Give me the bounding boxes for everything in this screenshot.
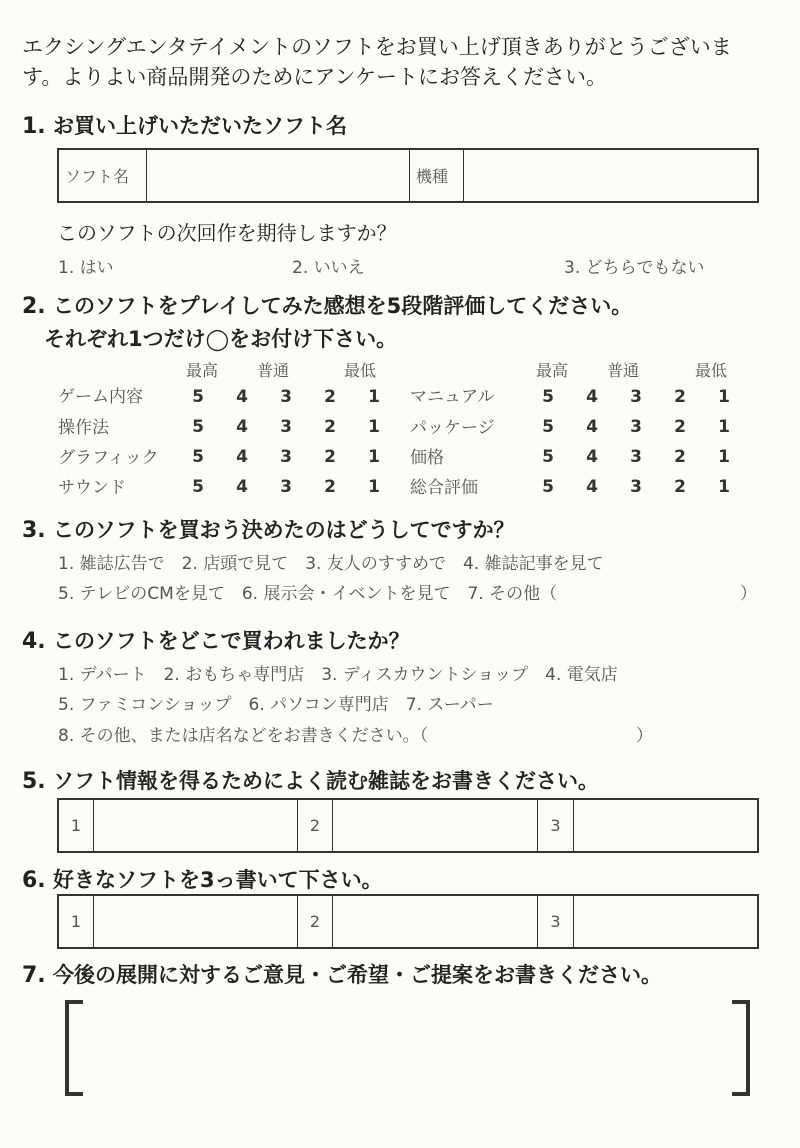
rating-1[interactable]: 1 xyxy=(368,447,380,467)
q6-title: 好きなソフトを3っ書いて下さい。 xyxy=(52,868,383,892)
left-bracket xyxy=(65,1000,83,1096)
rating-1[interactable]: 1 xyxy=(368,417,380,437)
q6-label-3: 3 xyxy=(538,896,574,947)
rating-grid-right xyxy=(538,382,734,502)
q6-field-1[interactable] xyxy=(94,896,298,947)
q3-heading xyxy=(22,514,515,544)
rating-2[interactable]: 2 xyxy=(674,447,686,467)
rating-row xyxy=(188,472,384,502)
q1-option-yes[interactable]: 1. はい xyxy=(58,258,114,278)
q5-field-2[interactable] xyxy=(333,800,538,851)
scale-mid-right: 普通 xyxy=(607,361,640,380)
q6-label-1: 1 xyxy=(59,896,94,947)
rating-label-price: 価格 xyxy=(410,448,444,468)
rating-row xyxy=(538,412,734,442)
rating-row xyxy=(188,382,384,412)
q4-options-line-1[interactable]: 1. デパート 2. おもちゃ専門店 3. ディスカウントショップ 4. 電気店 xyxy=(58,665,618,685)
software-name-label: ソフト名 xyxy=(59,150,147,201)
rating-5[interactable]: 5 xyxy=(192,477,204,497)
software-name-field[interactable] xyxy=(147,150,410,201)
q1-number: 1. xyxy=(22,114,46,139)
q5-title: ソフト情報を得るためによく読む雑誌をお書きください。 xyxy=(52,769,599,793)
rating-1[interactable]: 1 xyxy=(718,447,730,467)
rating-row xyxy=(538,382,734,412)
q2-title-line-2: それぞれ1つだけ◯をお付け下さい。 xyxy=(44,327,398,351)
q1-heading xyxy=(22,110,347,140)
intro-line-1: エクシングエンタテイメントのソフトをお買い上げ頂きありがとうございま xyxy=(22,35,732,59)
right-bracket xyxy=(732,1000,750,1096)
rating-3[interactable]: 3 xyxy=(280,387,292,407)
rating-3[interactable]: 3 xyxy=(280,477,292,497)
q7-title: 今後の展開に対するご意見・ご希望・ご提案をお書きください。 xyxy=(52,963,662,987)
q2-title: このソフトをプレイしてみた感想を5段階評価してください。 xyxy=(52,294,633,318)
rating-4[interactable]: 4 xyxy=(236,417,248,437)
q4-options-line-3[interactable]: 8. その他、または店名などをお書きください。（ xyxy=(58,726,429,746)
intro-line-2: す。よりよい商品開発のためにアンケートにお答えください。 xyxy=(22,65,608,89)
q3-title: このソフトを買おう決めたのはどうしてですか？ xyxy=(52,518,515,542)
q5-magazine-box xyxy=(57,798,759,853)
rating-1[interactable]: 1 xyxy=(368,477,380,497)
scale-mid-left: 普通 xyxy=(257,361,290,380)
rating-1[interactable]: 1 xyxy=(718,417,730,437)
q3-options-line-1[interactable]: 1. 雑誌広告で 2. 店頭で見て 3. 友人のすすめで 4. 雑誌記事を見て xyxy=(58,554,604,574)
q1-software-box xyxy=(57,148,759,203)
q4-number: 4. xyxy=(22,629,46,654)
scale-worst-left: 最低 xyxy=(344,361,377,380)
q5-label-3: 3 xyxy=(538,800,574,851)
rating-4[interactable]: 4 xyxy=(236,447,248,467)
q5-heading xyxy=(22,765,599,795)
q5-field-3[interactable] xyxy=(574,800,757,851)
rating-2[interactable]: 2 xyxy=(324,477,336,497)
rating-2[interactable]: 2 xyxy=(324,447,336,467)
rating-3[interactable]: 3 xyxy=(630,417,642,437)
rating-5[interactable]: 5 xyxy=(542,447,554,467)
rating-2[interactable]: 2 xyxy=(674,477,686,497)
rating-4[interactable]: 4 xyxy=(586,387,598,407)
q1-title: お買い上げいただいたソフト名 xyxy=(52,114,347,138)
rating-row xyxy=(188,442,384,472)
rating-label-sound: サウンド xyxy=(58,478,126,498)
rating-2[interactable]: 2 xyxy=(324,417,336,437)
rating-1[interactable]: 1 xyxy=(718,387,730,407)
rating-3[interactable]: 3 xyxy=(630,387,642,407)
q2-heading xyxy=(22,290,632,320)
q1-option-no[interactable]: 2. いいえ xyxy=(292,258,365,278)
rating-5[interactable]: 5 xyxy=(542,387,554,407)
scale-worst-right: 最低 xyxy=(695,361,728,380)
q1-option-neither[interactable]: 3. どちらでもない xyxy=(564,258,705,278)
rating-1[interactable]: 1 xyxy=(718,477,730,497)
q7-comment-area[interactable] xyxy=(65,1000,750,1096)
rating-label-controls: 操作法 xyxy=(58,418,109,438)
model-label: 機種 xyxy=(410,150,464,201)
rating-4[interactable]: 4 xyxy=(586,477,598,497)
rating-3[interactable]: 3 xyxy=(630,477,642,497)
q5-label-1: 1 xyxy=(59,800,94,851)
scale-best-right: 最高 xyxy=(536,361,569,380)
rating-5[interactable]: 5 xyxy=(192,447,204,467)
rating-2[interactable]: 2 xyxy=(324,387,336,407)
q6-field-3[interactable] xyxy=(574,896,757,947)
rating-grid-left xyxy=(188,382,384,502)
rating-row xyxy=(188,412,384,442)
q6-software-box xyxy=(57,894,759,949)
q7-heading xyxy=(22,959,662,989)
rating-3[interactable]: 3 xyxy=(280,447,292,467)
rating-label-graphics: グラフィック xyxy=(58,448,159,468)
rating-2[interactable]: 2 xyxy=(674,417,686,437)
q5-label-2: 2 xyxy=(298,800,333,851)
rating-row xyxy=(538,442,734,472)
q5-field-1[interactable] xyxy=(94,800,298,851)
q3-options-line-2[interactable]: 5. テレビのCMを見て 6. 展示会・イベントを見て 7. その他（ xyxy=(58,584,558,604)
rating-4[interactable]: 4 xyxy=(586,417,598,437)
rating-label-manual: マニュアル xyxy=(410,387,495,407)
rating-row xyxy=(538,472,734,502)
q6-label-2: 2 xyxy=(298,896,333,947)
q4-title: このソフトをどこで買われましたか？ xyxy=(52,629,410,653)
rating-label-package: パッケージ xyxy=(410,418,495,438)
q7-number: 7. xyxy=(22,963,46,988)
q6-heading xyxy=(22,864,383,894)
q4-options-line-2[interactable]: 5. ファミコンショップ 6. パソコン専門店 7. スーパー xyxy=(58,695,494,715)
rating-3[interactable]: 3 xyxy=(630,447,642,467)
model-field[interactable] xyxy=(464,150,757,201)
rating-4[interactable]: 4 xyxy=(236,387,248,407)
q6-number: 6. xyxy=(22,868,46,893)
rating-5[interactable]: 5 xyxy=(192,387,204,407)
rating-label-overall: 総合評価 xyxy=(410,478,478,498)
rating-1[interactable]: 1 xyxy=(368,387,380,407)
q6-field-2[interactable] xyxy=(333,896,538,947)
scale-best-left: 最高 xyxy=(186,361,219,380)
rating-5[interactable]: 5 xyxy=(542,417,554,437)
rating-2[interactable]: 2 xyxy=(674,387,686,407)
rating-4[interactable]: 4 xyxy=(586,447,598,467)
q4-heading xyxy=(22,625,410,655)
q1-sub-question: このソフトの次回作を期待しますか？ xyxy=(57,221,397,245)
rating-5[interactable]: 5 xyxy=(192,417,204,437)
rating-5[interactable]: 5 xyxy=(542,477,554,497)
rating-4[interactable]: 4 xyxy=(236,477,248,497)
rating-label-game-content: ゲーム内容 xyxy=(58,387,143,407)
q3-close-paren: ） xyxy=(740,584,757,604)
q5-number: 5. xyxy=(22,769,46,794)
q2-number: 2. xyxy=(22,294,46,319)
rating-3[interactable]: 3 xyxy=(280,417,292,437)
q4-close-paren: ） xyxy=(636,726,653,746)
q3-number: 3. xyxy=(22,518,46,543)
